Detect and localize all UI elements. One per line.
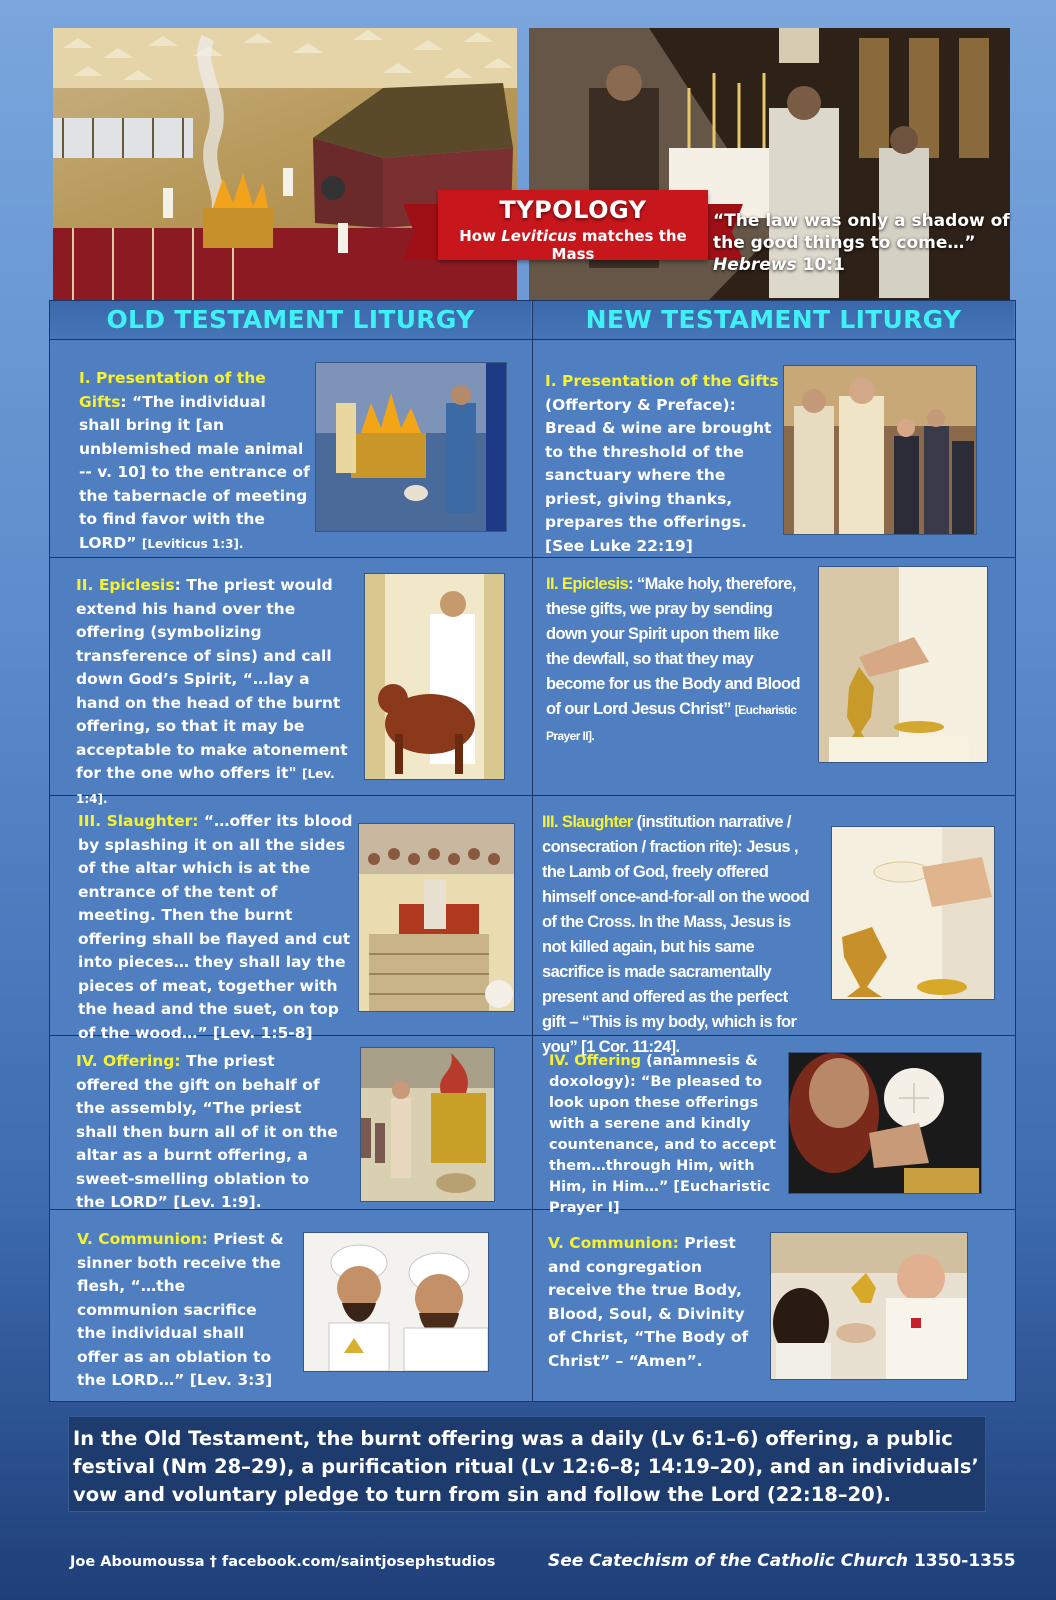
liturgy-comparison-table [49, 300, 1016, 1402]
offertory-photo [783, 365, 977, 535]
old-communion-text: V. Communion: Priest & sinner both receive the flesh, “…the communion sacrifice the individual shall offer as an oblation to the LORD…” [Lev. 3:3] [77, 1230, 284, 1389]
old-slaughter-text: III. Slaughter: “…offer its blood by splashing it on all the sides of the altar which is at the entrance of the tent of meeting. Then the burnt offering shall be flayed and cut into pieces… they shall lay the pieces of meat, together with the head and the suet, on top of the wood…” [Lev. 1:5-8] [78, 812, 353, 1042]
new-slaughter-text: III. Slaughter (institution narrative / consecration / fraction rite): Jesus , the Lamb of God, freely offered himself once-and-for-all on the wood of the Cross. In the Mass, Jesus is not killed again, but his same sacrifice is made sacramentally present and offered as the perfect gift – “This is my body, which is for you” [1 Cor. 11:24]. [542, 813, 810, 1056]
old-epiclesis-cell [50, 558, 532, 806]
hebrews-quote [713, 210, 1013, 276]
old-presentation-cell [50, 340, 532, 557]
quote-reference: Hebrews 10:1 [713, 255, 845, 276]
old-communion-cell [50, 1210, 532, 1400]
old-offering-cell [50, 1036, 532, 1209]
old-testament-header: OLD TESTAMENT LITURGY [50, 301, 531, 340]
burnt-offering-summary: In the Old Testament, the burnt offering was a daily (Lv 6:1–6) offering, a public festival (Nm 28–29), a purification ritual (Lv 12:6–8; 14:19–20), and an individuals’ vow and voluntary pledge to turn from sin and follow the Lord (22:18–20). [68, 1416, 986, 1512]
new-epiclesis-text: II. Epiclesis: “Make holy, therefore, these gifts, we pray by sending down your Spirit upon them like the dewfall, so that they may become for us the Body and Blood of our Lord Jesus Christ” [Eucharistic Prayer II]. [546, 575, 800, 743]
priest-bull-illustration [364, 573, 505, 780]
new-offering-text: IV. Offering (anamnesis & doxology): “Be pleased to look upon these offerings with a serene and kindly countenance, and to accept them…through Him, with Him, in Him…” [Eucharistic Prayer I] [549, 1053, 776, 1216]
hero-banner [53, 28, 1010, 300]
ribbon-body [438, 190, 708, 263]
altar-offering-illustration [315, 362, 507, 532]
new-offering-cell [533, 1036, 1015, 1216]
old-epiclesis-text: II. Epiclesis: The priest would extend his hand over the offering (symbolizing transference of sins) and call down God’s Spirit, “…lay a hand on the head of the burnt offering, so that it may be acceptable to make atonement for the one who offers it" [Lev. 1:4]. [76, 576, 348, 806]
author-credit: Joe Aboumoussa † facebook.com/saintjosephstudios [70, 1554, 496, 1570]
new-communion-cell [533, 1210, 1015, 1400]
new-testament-header: NEW TESTAMENT LITURGY [533, 301, 1014, 340]
old-presentation-text: I. Presentation of the Gifts: “The individual shall bring it [an unblemished male animal -- v. 10] to the entrance of the tabernacle of meeting to find favor with the LORD” [Leviticus 1:3]. [79, 369, 310, 552]
typology-ribbon [403, 190, 743, 274]
new-epiclesis-cell [533, 558, 1015, 795]
epiclesis-photo [818, 566, 988, 763]
fraction-rite-photo [831, 826, 995, 1000]
old-slaughter-cell [50, 796, 532, 1042]
new-presentation-cell [533, 340, 1015, 557]
papal-communion-photo [770, 1232, 968, 1380]
new-slaughter-cell [533, 796, 1015, 1056]
elevation-photo [788, 1052, 982, 1194]
old-offering-text: IV. Offering: The priest offered the gift on behalf of the assembly, “The priest shall then burn all of it on the altar as a burnt offering, a sweet-smelling oblation to the LORD” [Lev. 1:9]. [76, 1052, 338, 1211]
burnt-offering-illustration [360, 1047, 495, 1202]
catechism-reference: See Catechism of the Catholic Church 1350-1355 [548, 1551, 1016, 1571]
new-communion-text: V. Communion: Priest and congregation receive the true Body, Blood, Soul, & Divinity of Christ, “The Body of Christ” – “Amen”. [548, 1234, 749, 1370]
altar-slaughter-illustration [358, 823, 515, 1012]
poster-subtitle: How Leviticus matches the Mass [459, 227, 687, 263]
poster-title: TYPOLOGY [499, 196, 647, 224]
quote-text: “The law was only a shadow of the good things to come…” [713, 211, 1010, 254]
eating-sacrifice-illustration [303, 1232, 489, 1372]
new-presentation-text: I. Presentation of the Gifts (Offertory & Preface): Bread & wine are brought to the threshold of the sanctuary where the priest, giving thanks, prepares the offerings. [See Luke 22:19] [545, 372, 779, 555]
